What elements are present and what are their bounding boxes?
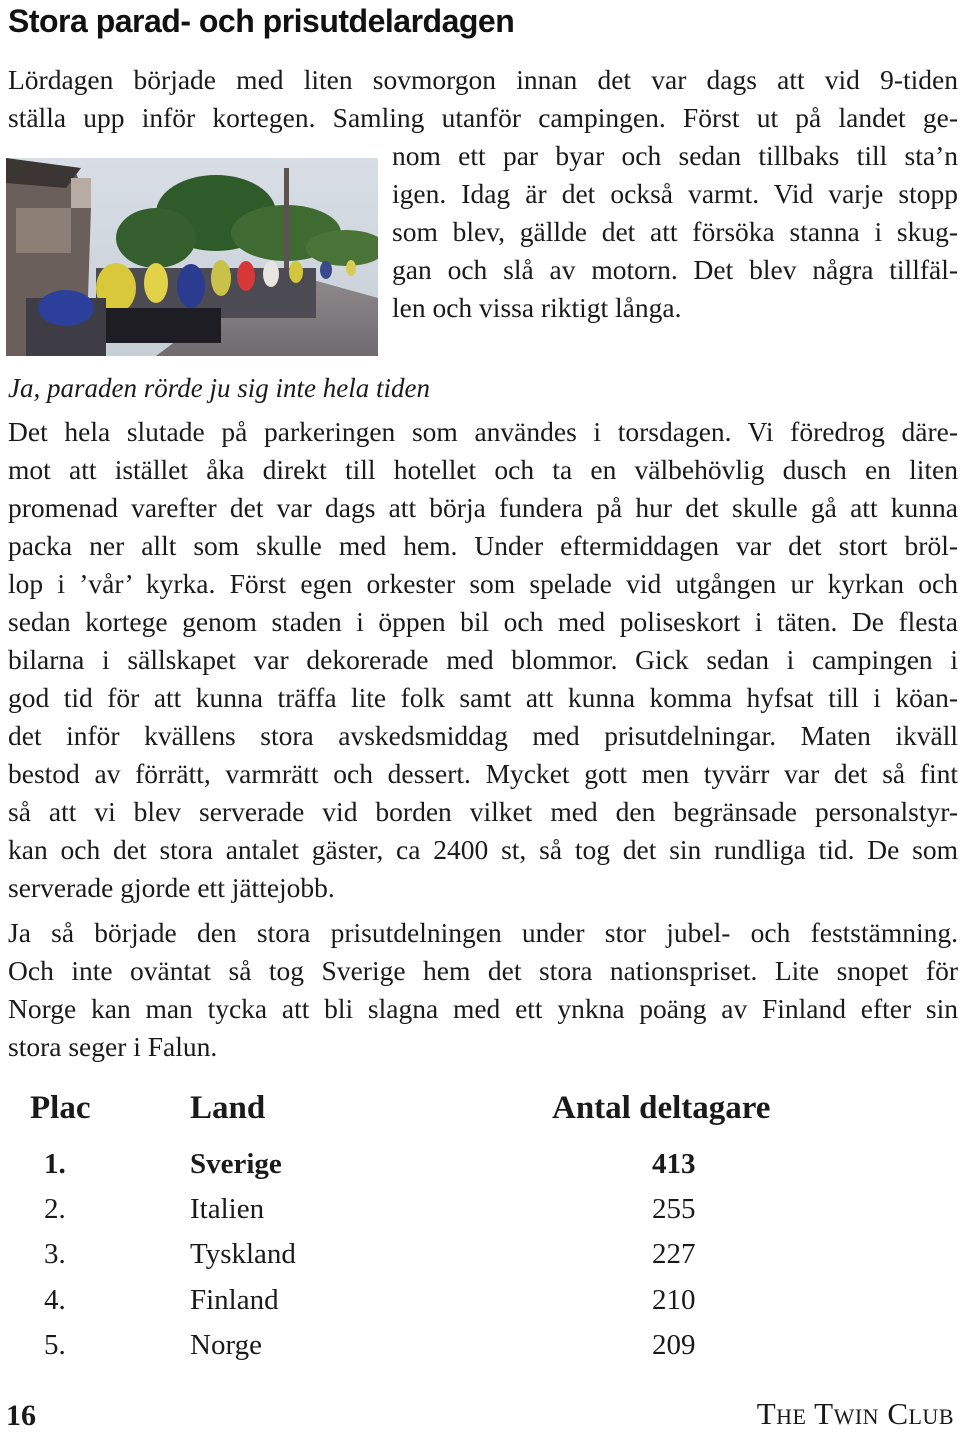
page-title: Stora parad- och prisutdelardagen bbox=[8, 3, 515, 39]
body-line: stora seger i Falun. bbox=[8, 1031, 218, 1062]
table-header-plac: Plac bbox=[30, 1090, 91, 1126]
table-header-antal: Antal deltagare bbox=[552, 1090, 771, 1126]
body-line: serverade gjorde ett jättejobb. bbox=[8, 872, 335, 903]
table-header-land: Land bbox=[190, 1090, 266, 1126]
intro-line: som blev, gällde det att försöka stanna i skug- bbox=[392, 216, 958, 247]
page-number: 16 bbox=[6, 1399, 36, 1432]
body-line: lop i ’vår’ kyrka. Först egen orkester som spelade vid utgången ur kyrkan och bbox=[8, 568, 958, 599]
intro-line: nom ett par byar och sedan tillbaks till sta’n bbox=[392, 140, 958, 171]
publication-name: The Twin Club bbox=[756, 1396, 954, 1431]
body-line: kan och det stora antalet gäster, ca 2400 st, så tog det sin rundliga tid. De som bbox=[8, 834, 958, 865]
body-line: bestod av förrätt, varmrätt och dessert. Mycket gott men tyvärr var det så fint bbox=[8, 758, 958, 789]
body-line: promenad varefter det var dags att börja fundera på hur det skulle gå att kunna bbox=[8, 492, 958, 523]
body-line: det inför kvällens stora avskedsmiddag med prisutdelningar. Maten ikväll bbox=[8, 720, 958, 751]
table-cell-antal: 227 bbox=[652, 1238, 696, 1270]
body-line: Det hela slutade på parkeringen som användes i torsdagen. Vi föredrog däre- bbox=[8, 416, 958, 447]
intro-line: len och vissa riktigt långa. bbox=[392, 292, 682, 323]
intro-line: gan och slå av motorn. Det blev några tillfäl- bbox=[392, 254, 958, 285]
table-cell-plac: 4. bbox=[44, 1284, 66, 1316]
intro-line: igen. Idag är det också varmt. Vid varje stopp bbox=[392, 178, 958, 209]
table-cell-land: Italien bbox=[190, 1193, 265, 1225]
intro-line: ställa upp inför kortegen. Samling utanför campingen. Först ut på landet ge- bbox=[8, 102, 958, 133]
table-cell-land: Sverige bbox=[190, 1148, 282, 1180]
photo-caption: Ja, paraden rörde ju sig inte hela tiden bbox=[8, 373, 430, 403]
table-cell-plac: 3. bbox=[44, 1238, 66, 1270]
table-cell-land: Finland bbox=[190, 1284, 279, 1316]
table-cell-plac: 5. bbox=[44, 1329, 66, 1361]
table-cell-plac: 2. bbox=[44, 1193, 66, 1225]
intro-line: Lördagen började med liten sovmorgon innan det var dags att vid 9-tiden bbox=[8, 64, 958, 95]
table-cell-antal: 255 bbox=[652, 1193, 696, 1225]
body-line: god tid för att kunna träffa lite folk samt att kunna komma hyfsat till i köan- bbox=[8, 682, 958, 713]
body-line: mot att istället åka direkt till hotellet och ta en välbehövlig dusch en liten bbox=[8, 454, 958, 485]
table-cell-plac: 1. bbox=[44, 1148, 66, 1180]
body-line: Ja så började den stora prisutdelningen under stor jubel- och feststämning. bbox=[8, 917, 958, 948]
table-cell-antal: 413 bbox=[652, 1148, 696, 1180]
body-line: bilarna i sällskapet var dekorerade med blommor. Gick sedan i campingen i bbox=[8, 644, 958, 675]
body-line: packa ner allt som skulle med hem. Under eftermiddagen var det stort bröl- bbox=[8, 530, 958, 561]
body-line: så att vi blev serverade vid borden vilket med den begränsade personalstyr- bbox=[8, 796, 958, 827]
parade-photo bbox=[6, 158, 378, 356]
table-cell-antal: 209 bbox=[652, 1329, 696, 1361]
body-line: sedan kortege genom staden i öppen bil och med poliseskort i täten. De flesta bbox=[8, 606, 958, 637]
body-line: Norge kan man tycka att bli slagna med ett ynkna poäng av Finland efter sin bbox=[8, 993, 958, 1024]
table-cell-land: Norge bbox=[190, 1329, 262, 1361]
table-cell-antal: 210 bbox=[652, 1284, 696, 1316]
body-line: Och inte oväntat så tog Sverige hem det stora nationspriset. Lite snopet för bbox=[8, 955, 958, 986]
table-cell-land: Tyskland bbox=[190, 1238, 296, 1270]
